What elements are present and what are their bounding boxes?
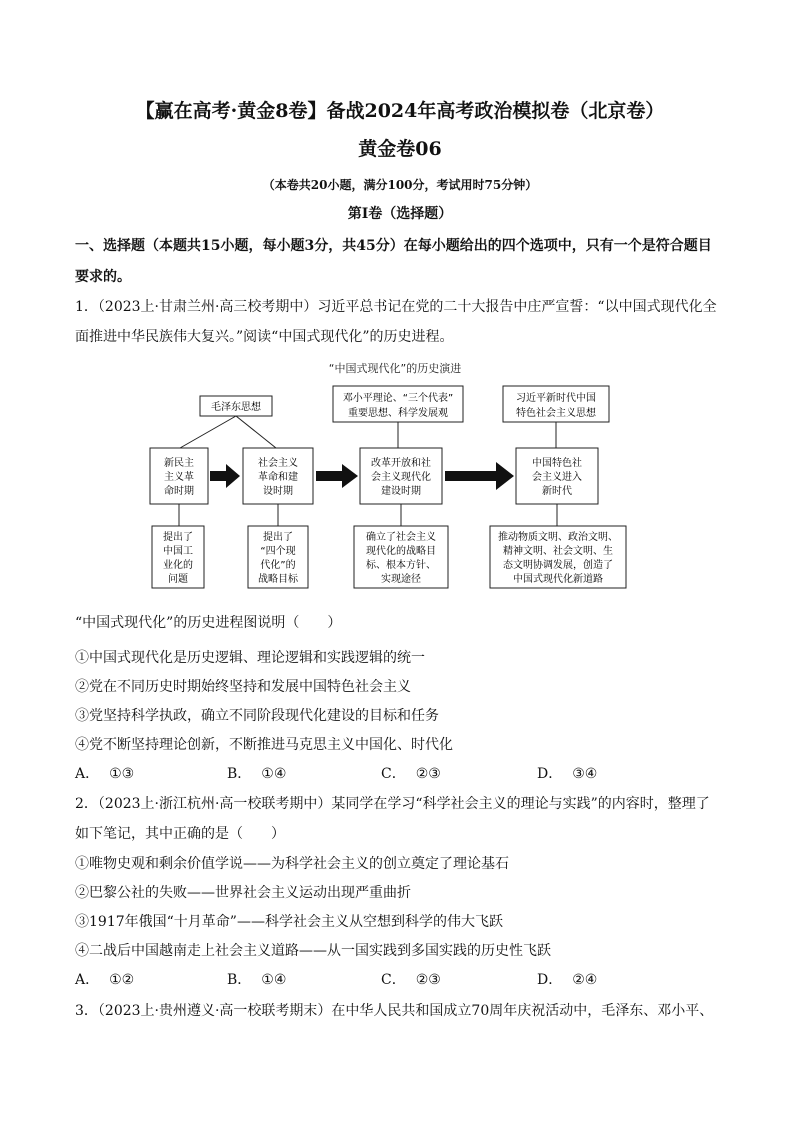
section-heading: 第I卷（选择题） [347, 206, 453, 222]
q1-item-1: ①中国式现代化是历史逻辑、理论逻辑和实践逻辑的统一 [75, 650, 425, 666]
option-key: A． [75, 766, 100, 782]
result1-line2: 中国工 [163, 546, 193, 557]
result4-line1: 推动物质文明、政治文明、 [498, 532, 618, 543]
result2-line2: “四个现 [260, 546, 296, 557]
result4-line3: 态文明协调发展，创造了 [503, 560, 613, 571]
q2-item-2: ②巴黎公社的失败——世界社会主义运动出现严重曲折 [75, 885, 411, 901]
theory-box-mao [200, 396, 272, 416]
stage3-line3: 建设时期 [381, 486, 421, 497]
exam-note: （本卷共20小题，满分100分，考试用时75分钟） [262, 178, 538, 192]
option-key: B． [227, 972, 252, 988]
stage-box-2 [243, 448, 313, 504]
q2-stem-line2: 如下笔记，其中正确的是（ ） [75, 826, 285, 842]
q3-stem-line1: 3．（2023上·贵州遵义·高一校联考期末）在中华人民共和国成立70周年庆祝活动中，毛泽东、邓小平、 [75, 1003, 714, 1019]
option-key: C． [381, 766, 406, 782]
q2-option-a[interactable] [75, 969, 134, 989]
q1-option-b[interactable] [227, 763, 286, 783]
q2-option-d[interactable] [537, 969, 597, 989]
theory-box-deng [333, 386, 463, 422]
part1-instruction-line1: 一、选择题（本题共15小题，每小题3分，共45分）在每小题给出的四个选项中，只有一个是符合题目 [75, 238, 712, 254]
stage2-line1: 社会主义 [258, 458, 298, 469]
option-text: ②④ [572, 972, 598, 988]
q1-item-2: ②党在不同历史时期始终坚持和发展中国特色社会主义 [75, 679, 411, 695]
option-text: ①④ [261, 766, 287, 782]
option-key: D． [537, 972, 563, 988]
option-text: ②③ [415, 766, 441, 782]
q1-item-4: ④党不断坚持理论创新，不断推进马克思主义中国化、时代化 [75, 737, 453, 753]
result-box-4 [490, 526, 626, 588]
stage1-line3: 命时期 [164, 486, 194, 497]
q1-option-a[interactable] [75, 763, 134, 783]
q1-stem-line2: 面推进中华民族伟大复兴。”阅读“中国式现代化”的历史进程。 [75, 329, 454, 345]
result3-line1: 确立了社会主义 [366, 532, 436, 543]
theory-deng-line1: 邓小平理论、“三个代表” [342, 393, 454, 404]
q2-option-b[interactable] [227, 969, 286, 989]
stage-box-4 [516, 448, 598, 504]
option-key: A． [75, 972, 100, 988]
result-box-1 [152, 526, 204, 588]
q2-option-c[interactable] [381, 969, 441, 989]
result3-line3: 标、根本方针、 [366, 560, 436, 571]
stage3-line2: 会主义现代化 [371, 472, 431, 483]
result4-line2: 精神文明、社会文明、生 [503, 546, 613, 557]
result2-line1: 提出了 [263, 532, 293, 543]
exam-title: 【赢在高考·黄金8卷】备战2024年高考政治模拟卷（北京卷） [135, 100, 665, 122]
stage2-line2: 革命和建 [258, 472, 298, 483]
theory-deng-line2: 重要思想、科学发展观 [348, 408, 448, 419]
stage4-line3: 新时代 [542, 486, 572, 497]
option-key: B． [227, 766, 252, 782]
option-text: ①② [109, 972, 135, 988]
q1-option-d[interactable] [537, 763, 597, 783]
theory-xi-line1: 习近平新时代中国 [516, 393, 596, 404]
stage1-line2: 主义革 [164, 472, 194, 483]
result1-line1: 提出了 [163, 532, 193, 543]
result1-line3: 业化的 [163, 560, 193, 571]
option-text: ①③ [109, 766, 135, 782]
option-key: C． [381, 972, 406, 988]
stage-box-1 [150, 448, 208, 504]
exam-subtitle: 黄金卷06 [358, 138, 442, 160]
option-text: ①④ [261, 972, 287, 988]
theory-mao-label: 毛泽东思想 [211, 402, 261, 413]
option-text: ③④ [572, 766, 598, 782]
stage1-line1: 新民主 [164, 458, 194, 469]
stage2-line3: 设时期 [263, 486, 293, 497]
result-box-2 [248, 526, 308, 588]
theory-box-xi [503, 386, 609, 422]
q1-item-3: ③党坚持科学执政，确立不同阶段现代化建设的目标和任务 [75, 708, 439, 724]
part1-instruction-line2: 要求的。 [75, 269, 131, 285]
result2-line4: 战略目标 [258, 574, 298, 585]
q2-stem-line1: 2．（2023上·浙江杭州·高一校联考期中）某同学在学习“科学社会主义的理论与实践”的内容时，整理了 [75, 796, 710, 812]
option-key: D． [537, 766, 563, 782]
stage-box-3 [360, 448, 442, 504]
result3-line4: 实现途径 [381, 574, 421, 585]
q1-option-c[interactable] [381, 763, 441, 783]
option-text: ②③ [415, 972, 441, 988]
stage4-line1: 中国特色社 [532, 458, 582, 469]
result-box-3 [354, 526, 448, 588]
q1-history-diagram [140, 358, 650, 592]
arrow-stage3-to-4 [445, 462, 514, 490]
arrow-stage2-to-3 [316, 464, 358, 488]
stage3-line1: 改革开放和社 [371, 458, 431, 469]
q1-question: “中国式现代化”的历史进程图说明（ ） [75, 615, 342, 631]
result1-line4: 问题 [168, 574, 188, 585]
result2-line3: 代化”的 [260, 560, 296, 571]
diagram-title: “中国式现代化”的历史演进 [328, 362, 462, 375]
result3-line2: 现代化的战略目 [366, 546, 436, 557]
q1-stem-line1: 1．（2023上·甘肃兰州·高三校考期中）习近平总书记在党的二十大报告中庄严宣誓：“以中国式现代化全 [75, 299, 717, 315]
arrow-stage1-to-2 [210, 464, 240, 488]
q2-item-4: ④二战后中国越南走上社会主义道路——从一国实践到多国实践的历史性飞跃 [75, 943, 551, 959]
result4-line4: 中国式现代化新道路 [513, 574, 603, 585]
q2-item-1: ①唯物史观和剩余价值学说——为科学社会主义的创立奠定了理论基石 [75, 856, 509, 872]
theory-xi-line2: 特色社会主义思想 [516, 408, 596, 419]
q2-item-3: ③1917年俄国“十月革命”——科学社会主义从空想到科学的伟大飞跃 [75, 914, 503, 930]
stage4-line2: 会主义进入 [532, 472, 582, 483]
